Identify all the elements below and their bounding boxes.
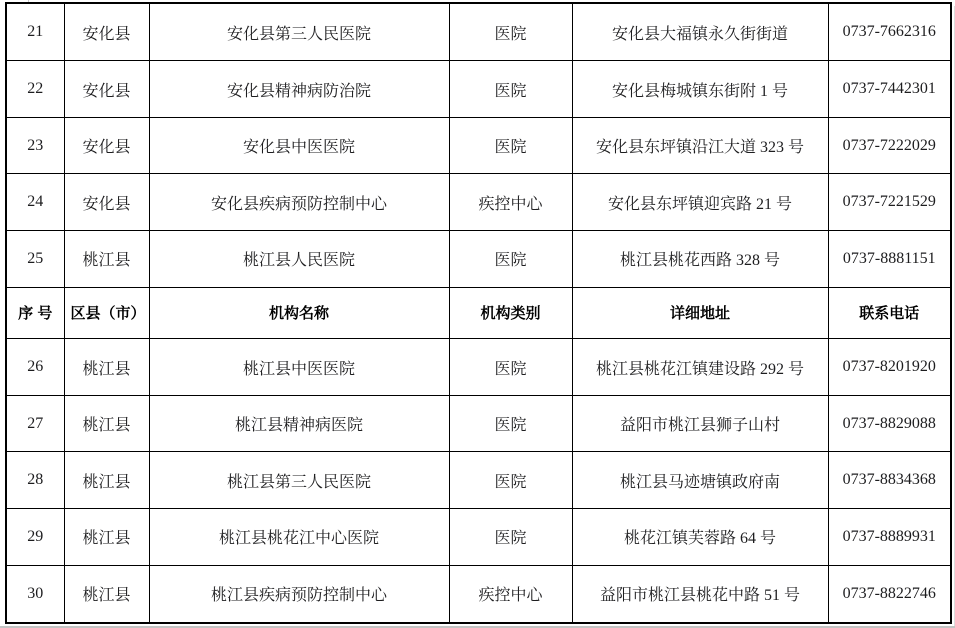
institution-type-cell: 医院 — [449, 117, 572, 174]
address-cell: 安化县东坪镇迎宾路 21 号 — [572, 174, 828, 231]
district-cell: 安化县 — [64, 174, 149, 231]
address-cell: 桃江县桃花江镇建设路 292 号 — [572, 339, 828, 396]
district-cell: 桃江县 — [64, 452, 149, 509]
address-cell: 安化县东坪镇沿江大道 323 号 — [572, 117, 828, 174]
table-row — [6, 3, 951, 61]
serial-number-cell: 29 — [6, 509, 64, 566]
district-cell: 桃江县 — [64, 565, 149, 623]
institution-name-cell: 安化县第三人民医院 — [149, 3, 449, 61]
header-phone-cell: 联系电话 — [828, 287, 951, 339]
serial-number-cell: 26 — [6, 339, 64, 396]
institution-name-cell: 安化县精神病防治院 — [149, 61, 449, 118]
institution-directory-table — [5, 2, 952, 624]
address-cell: 益阳市桃江县桃花中路 51 号 — [572, 565, 828, 623]
serial-number-cell: 27 — [6, 395, 64, 452]
institution-type-cell: 医院 — [449, 339, 572, 396]
serial-number-cell: 28 — [6, 452, 64, 509]
institution-type-cell: 疾控中心 — [449, 565, 572, 623]
column-header-row — [6, 287, 951, 339]
address-cell: 安化县大福镇永久街街道 — [572, 3, 828, 61]
institution-name-cell: 桃江县疾病预防控制中心 — [149, 565, 449, 623]
district-cell: 安化县 — [64, 117, 149, 174]
address-cell: 桃江县马迹塘镇政府南 — [572, 452, 828, 509]
header-district-cell: 区县（市） — [64, 287, 149, 339]
address-cell: 益阳市桃江县狮子山村 — [572, 395, 828, 452]
table-row — [6, 230, 951, 287]
institution-type-cell: 医院 — [449, 230, 572, 287]
serial-number-cell: 22 — [6, 61, 64, 118]
phone-cell: 0737-7222029 — [828, 117, 951, 174]
institution-name-cell: 桃江县第三人民医院 — [149, 452, 449, 509]
table-row — [6, 61, 951, 118]
header-address-cell: 详细地址 — [572, 287, 828, 339]
phone-cell: 0737-8201920 — [828, 339, 951, 396]
district-cell: 安化县 — [64, 3, 149, 61]
phone-cell: 0737-8829088 — [828, 395, 951, 452]
table-row — [6, 509, 951, 566]
header-institution-type-cell: 机构类别 — [449, 287, 572, 339]
serial-number-cell: 23 — [6, 117, 64, 174]
phone-cell: 0737-7442301 — [828, 61, 951, 118]
institution-name-cell: 桃江县中医医院 — [149, 339, 449, 396]
phone-cell: 0737-8834368 — [828, 452, 951, 509]
phone-cell: 0737-8822746 — [828, 565, 951, 623]
institution-type-cell: 医院 — [449, 3, 572, 61]
serial-number-cell: 30 — [6, 565, 64, 623]
table-row — [6, 395, 951, 452]
phone-cell: 0737-8881151 — [828, 230, 951, 287]
header-serial-number-cell: 序 号 — [6, 287, 64, 339]
institution-type-cell: 医院 — [449, 61, 572, 118]
institution-name-cell: 桃江县精神病医院 — [149, 395, 449, 452]
institution-name-cell: 桃江县桃花江中心医院 — [149, 509, 449, 566]
table-row — [6, 452, 951, 509]
district-cell: 桃江县 — [64, 509, 149, 566]
institution-name-cell: 桃江县人民医院 — [149, 230, 449, 287]
table-row — [6, 339, 951, 396]
institution-type-cell: 医院 — [449, 395, 572, 452]
table-row — [6, 117, 951, 174]
serial-number-cell: 21 — [6, 3, 64, 61]
address-cell: 桃花江镇芙蓉路 64 号 — [572, 509, 828, 566]
header-institution-name-cell: 机构名称 — [149, 287, 449, 339]
serial-number-cell: 24 — [6, 174, 64, 231]
address-cell: 安化县梅城镇东街附 1 号 — [572, 61, 828, 118]
phone-cell: 0737-7662316 — [828, 3, 951, 61]
institution-name-cell: 安化县中医医院 — [149, 117, 449, 174]
serial-number-cell: 25 — [6, 230, 64, 287]
institution-type-cell: 疾控中心 — [449, 174, 572, 231]
address-cell: 桃江县桃花西路 328 号 — [572, 230, 828, 287]
phone-cell: 0737-7221529 — [828, 174, 951, 231]
table-body — [6, 3, 951, 623]
institution-name-cell: 安化县疾病预防控制中心 — [149, 174, 449, 231]
district-cell: 桃江县 — [64, 230, 149, 287]
institution-directory-table-wrap — [5, 2, 952, 624]
phone-cell: 0737-8889931 — [828, 509, 951, 566]
table-row — [6, 174, 951, 231]
district-cell: 桃江县 — [64, 395, 149, 452]
institution-type-cell: 医院 — [449, 509, 572, 566]
district-cell: 桃江县 — [64, 339, 149, 396]
table-row — [6, 565, 951, 623]
district-cell: 安化县 — [64, 61, 149, 118]
institution-type-cell: 医院 — [449, 452, 572, 509]
